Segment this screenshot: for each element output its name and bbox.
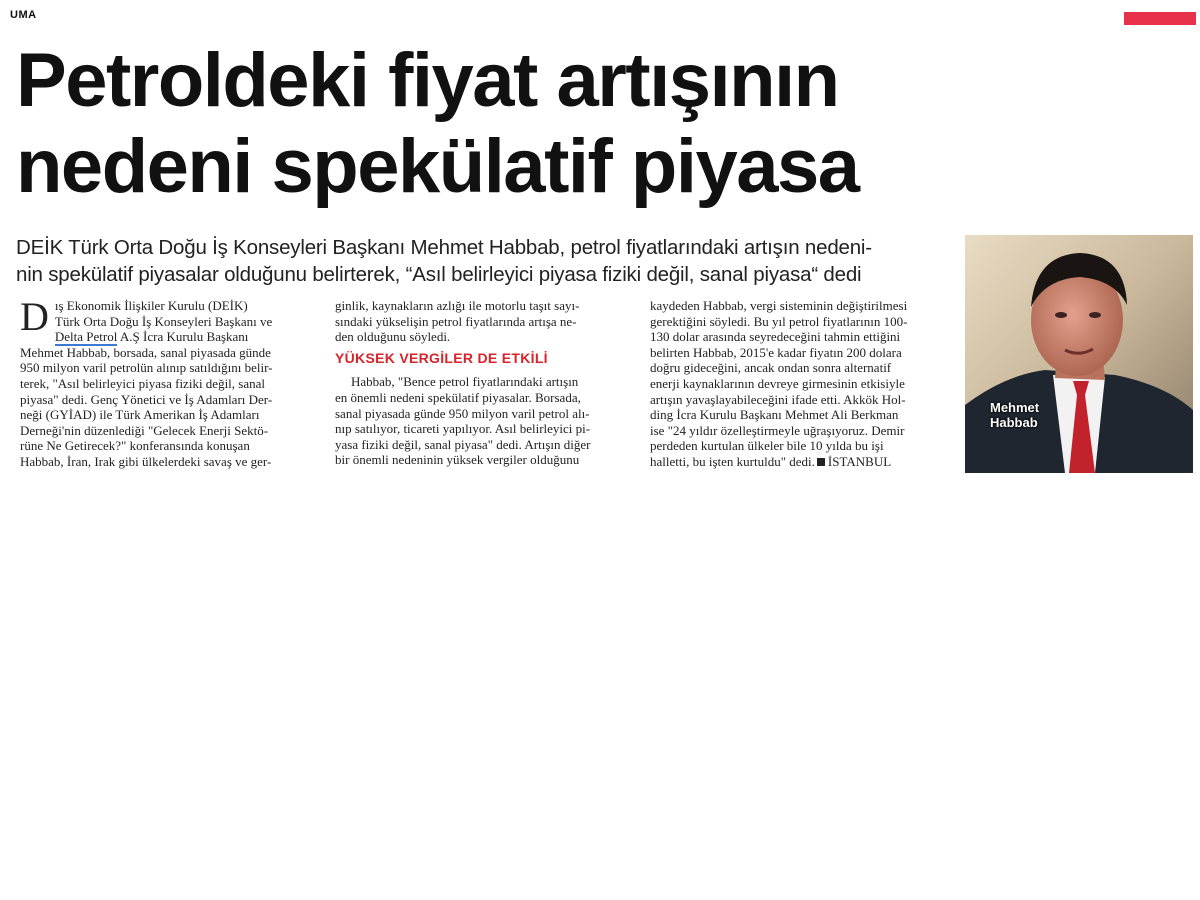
column-line: enerji kaynaklarının devreye girmesinin etkisiyle [650,375,905,391]
column-line: den olduğunu söyledi. [335,329,451,345]
headline-line-2: nedeni spekülatif piyasa [16,124,859,209]
column-line: kaydeden Habbab, vergi sisteminin değiştirilmesi [650,298,908,313]
portrait-illustration [965,235,1193,473]
column-line: Türk Orta Doğu İş Konseyleri Başkanı ve [54,313,273,329]
photo-caption [990,400,1039,430]
column-line: 950 milyon varil petrolün alınıp satıldığını belir- [20,360,273,376]
article-column-2 [335,298,625,468]
article-column-3 [650,298,950,470]
highlighted-company-name: Delta Petrol [54,329,118,345]
subheadline [16,234,956,288]
section-tag: UMA [10,9,37,21]
end-square-icon [817,458,825,466]
column-line: terek, "Asıl belirleyici piyasa fiziki değil, sanal [20,375,266,391]
photo-caption-line-1: Mehmet [990,400,1040,415]
column-line: perdeden kurtulan ülkeler bile 10 yılda bu işi [650,438,884,454]
dateline: İSTANBUL [827,453,892,469]
column-line [650,454,950,470]
column-line: ise "24 yıldır özelleştirmeyle uğraşıyoruz. Demir [650,422,905,438]
column-line: rüne Ne Getirecek?" konferansında konuşan [20,438,250,454]
column-line: Habbab, İran, Irak gibi ülkelerdeki savaş ve ger- [20,453,272,469]
column-line: yasa fiziki değil, sanal piyasa" dedi. Artışın diğer [335,436,591,452]
headline [16,38,1196,210]
column-line: Derneği'nin düzenlediği "Gelecek Enerji Sektö- [20,422,269,438]
column-line: ginlik, kaynakların azlığı ile motorlu taşıt sayı- [335,298,580,313]
subheadline-line-1: DEİK Türk Orta Doğu İş Konseyleri Başkanı Mehmet Habbab, petrol fiyatlarındaki artışın nedeni- [16,236,872,259]
column-line: neği (GYİAD) ile Türk Amerikan İş Adamları [20,407,260,423]
column-line: artışın yavaşlayabileceğini ifade etti. Akkök Hol- [650,391,906,407]
drop-cap: D [20,294,49,339]
headline-line-1: Petroldeki fiyat artışının [16,38,839,123]
column-line: 130 dolar arasında seyredeceğini tahmin ettiğini [650,329,901,345]
column-line: gerektiğini söyledi. Bu yıl petrol fiyatlarının 100- [650,313,908,329]
column-line: sındaki yükselişin petrol fiyatlarında artışa ne- [335,313,577,329]
column-line: ding İcra Kurulu Başkanı Mehmet Ali Berkman [650,407,899,423]
column-line: en önemli nedeni spekülatif piyasalar. Borsada, [335,389,581,405]
photo-caption-line-2: Habbab [990,415,1038,430]
subheadline-line-2: nin spekülatif piyasalar olduğunu belirterek, “Asıl belirleyici piyasa fiziki değil, sanal piyasa“ dedi [16,263,862,286]
column-line: Mehmet Habbab, borsada, sanal piyasada günde [20,344,271,360]
closing-quote-line: halletti, bu işten kurtuldu" dedi. [650,453,815,469]
section-subheading: YÜKSEK VERGİLER DE ETKİLİ [335,349,548,366]
portrait-photo [965,235,1193,473]
column-line: doğru gideceğini, ancak ondan sonra alternatif [650,360,892,376]
column-line: Habbab, "Bence petrol fiyatlarındaki artışın [351,374,579,390]
column-line [20,329,315,345]
column-line-rest: A.Ş İcra Kurulu Başkanı [117,329,249,345]
column-line: bir önemli nedeninin yüksek vergiler olduğunu [335,452,580,468]
column-line: piyasa" dedi. Genç Yönetici ve İş Adamları Der- [20,391,273,407]
column-line: ış Ekonomik İlişkiler Kurulu (DEİK) [54,298,248,313]
accent-bar [1124,12,1196,25]
column-line: sanal piyasada günde 950 milyon varil petrol alı- [335,405,590,421]
column-line: belirten Habbab, 2015'e kadar fiyatın 200 dolara [650,344,902,360]
article-column-1 [20,294,315,470]
column-line: nıp satılıyor, ticareti yapılıyor. Asıl belirleyici pi- [335,421,591,437]
